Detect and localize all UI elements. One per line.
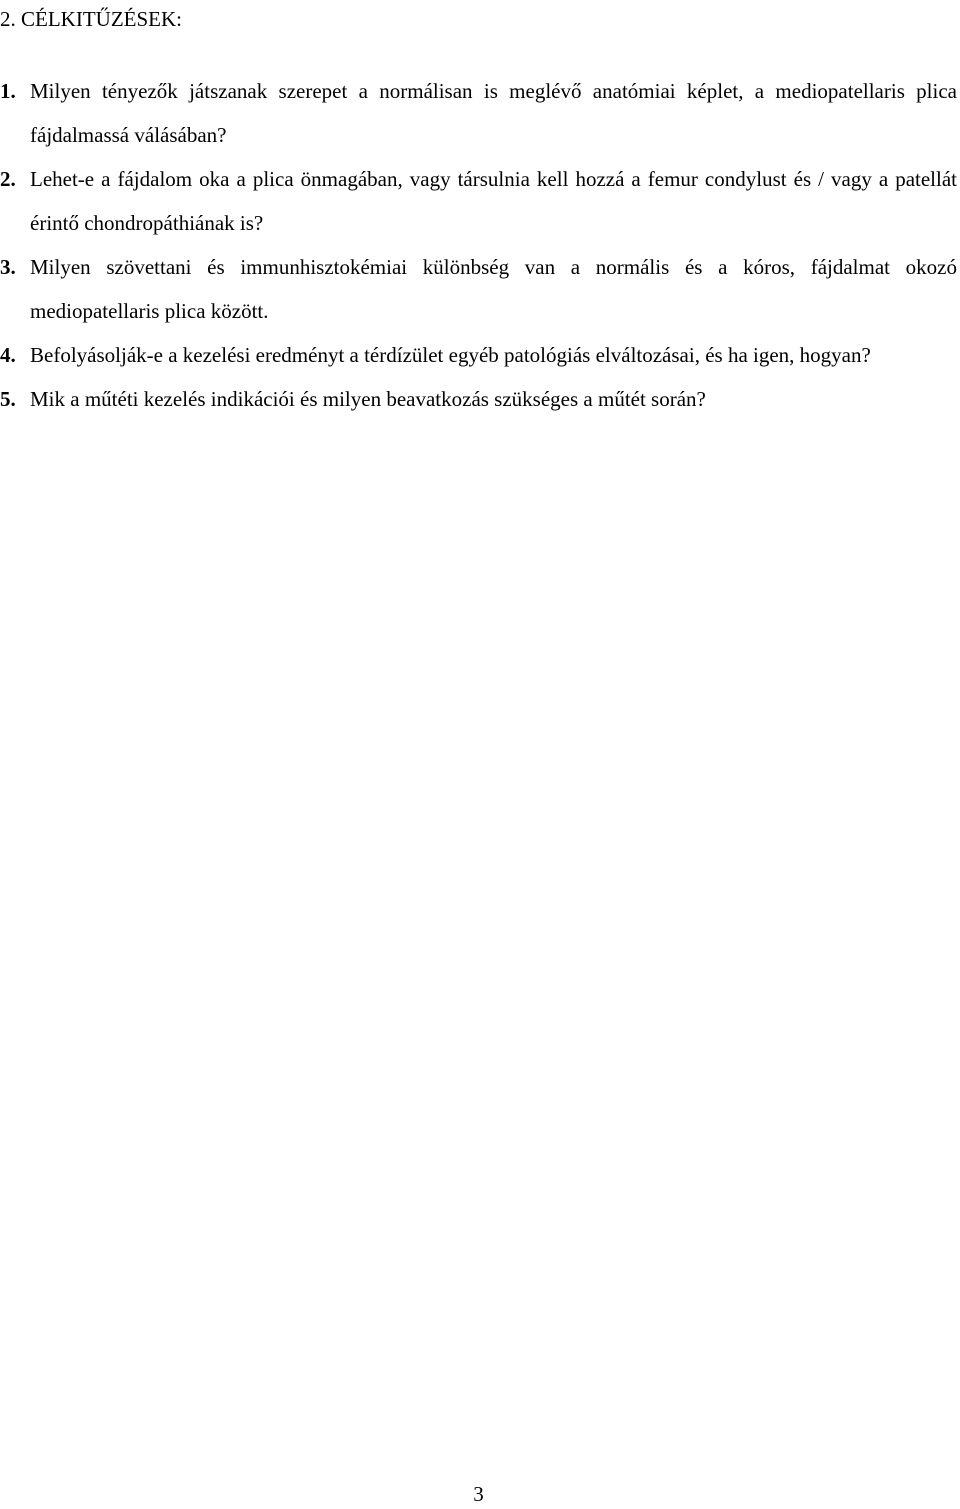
objective-text: Milyen tényezők játszanak szerepet a normálisan is meglévő anatómiai képlet, a mediopatellaris plica fájdalmassá válásában?	[30, 79, 957, 147]
objective-text: Milyen szövettani és immunhisztokémiai különbség van a normális és a kóros, fájdalmat okozó mediopatellaris plica között.	[30, 255, 957, 323]
objectives-list	[0, 69, 957, 421]
objective-item-5	[0, 377, 957, 421]
objective-text: Mik a műtéti kezelés indikációi és milyen beavatkozás szükséges a műtét során?	[30, 387, 706, 411]
objective-number: 2.	[0, 167, 16, 191]
objective-item-2	[0, 157, 957, 245]
objective-number: 1.	[0, 79, 16, 103]
objective-item-4	[0, 333, 957, 377]
objective-number: 5.	[0, 387, 16, 411]
objective-number: 3.	[0, 255, 16, 279]
objective-text: Befolyásolják-e a kezelési eredményt a térdízület egyéb patológiás elváltozásai, és ha igen, hogyan?	[30, 343, 871, 367]
section-heading: 2. CÉLKITŰZÉSEK:	[0, 7, 182, 31]
page-number: 3	[473, 1482, 484, 1506]
objective-item-3	[0, 245, 957, 333]
objective-number: 4.	[0, 343, 16, 367]
objective-text: Lehet-e a fájdalom oka a plica önmagában, vagy társulnia kell hozzá a femur condylust és / vagy a patellát érintő chondropáthiának is?	[30, 167, 957, 235]
objective-item-1	[0, 69, 957, 157]
